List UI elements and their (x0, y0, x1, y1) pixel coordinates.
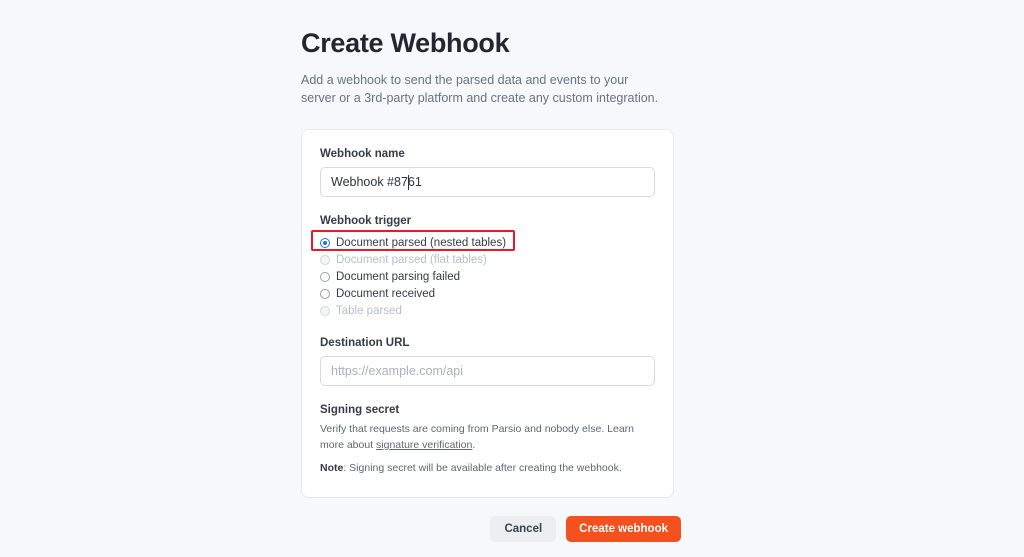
radio-option-document-parsing-failed[interactable] (320, 268, 655, 285)
radio-label: Document parsed (nested tables) (336, 236, 507, 249)
page-subtitle: Add a webhook to send the parsed data and events to your server or a 3rd-party platform and create any custom integration. (301, 73, 659, 106)
webhook-trigger-radio-group (320, 234, 655, 319)
signing-secret-section (320, 404, 655, 476)
webhook-name-input[interactable] (320, 167, 655, 197)
radio-option-table-parsed (320, 302, 655, 319)
radio-icon (320, 306, 330, 316)
webhook-trigger-field (320, 215, 655, 319)
signing-secret-note (320, 461, 655, 477)
radio-label: Document parsed (flat tables) (336, 253, 487, 266)
cancel-button[interactable]: Cancel (490, 516, 556, 542)
radio-label: Document received (336, 287, 436, 300)
radio-option-document-received[interactable] (320, 285, 655, 302)
webhook-form-card (301, 129, 674, 497)
webhook-name-input-wrap (320, 167, 655, 197)
radio-option-document-parsed-flat (320, 251, 655, 268)
text-caret (408, 175, 409, 190)
webhook-name-field (320, 148, 655, 197)
destination-url-label: Destination URL (320, 337, 410, 350)
radio-label: Document parsing failed (336, 270, 461, 283)
radio-icon[interactable] (320, 272, 330, 282)
radio-icon[interactable] (320, 238, 330, 248)
radio-option-document-parsed-nested[interactable] (320, 234, 655, 251)
signing-secret-label: Signing secret (320, 404, 400, 417)
page-title: Create Webhook (301, 28, 510, 58)
create-webhook-button[interactable]: Create webhook (566, 516, 681, 542)
destination-url-input[interactable] (320, 356, 655, 386)
radio-icon (320, 255, 330, 265)
destination-url-field (320, 337, 655, 386)
radio-icon[interactable] (320, 289, 330, 299)
signing-secret-helper-prefix: Verify that requests are coming from Parsio and nobody else. Learn more about (320, 423, 635, 452)
webhook-name-label: Webhook name (320, 148, 405, 161)
signing-secret-helper-suffix: . (472, 439, 476, 452)
note-label: Note (320, 461, 344, 474)
page-content (301, 28, 681, 542)
form-actions (301, 516, 681, 542)
radio-label: Table parsed (336, 304, 402, 317)
note-text: : Signing secret will be available after creating the webhook. (343, 461, 622, 474)
signing-secret-helper (320, 422, 655, 454)
webhook-trigger-label: Webhook trigger (320, 215, 412, 228)
signature-verification-link[interactable]: signature verification (376, 439, 473, 452)
